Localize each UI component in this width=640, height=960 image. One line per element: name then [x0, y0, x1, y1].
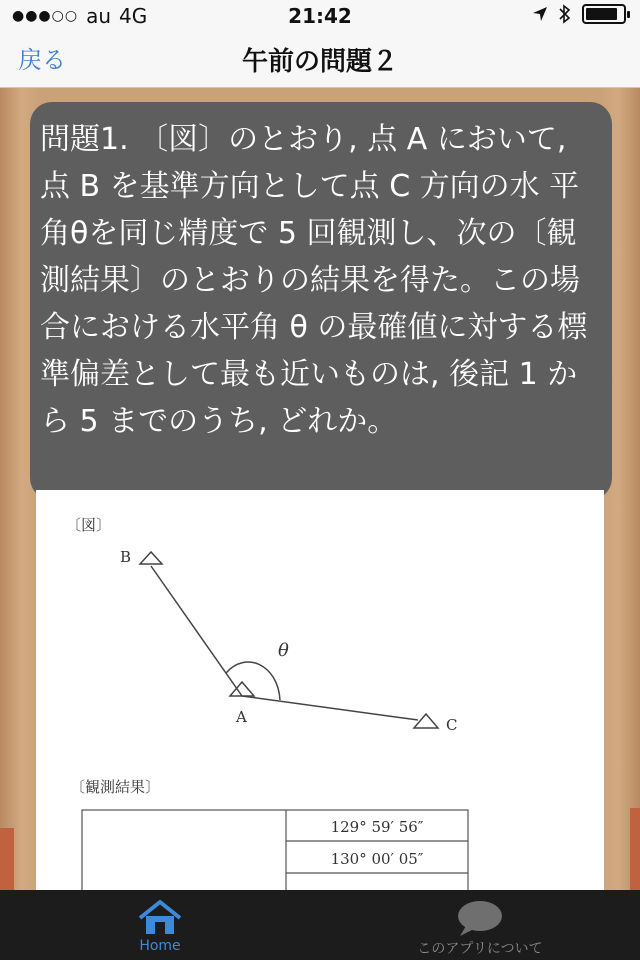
point-b-marker [140, 552, 162, 564]
home-icon [0, 898, 320, 936]
battery-level [586, 8, 617, 20]
point-c-marker [414, 714, 438, 728]
label-point-c: C [446, 716, 458, 734]
page-title: 午前の問題２ [241, 47, 398, 77]
label-angle-theta: θ [278, 640, 289, 661]
question-card [30, 102, 612, 500]
result-row-2: 130° 00′ 05″ [330, 850, 424, 868]
tab-about[interactable] [320, 890, 640, 960]
network-type: 4G [119, 4, 148, 28]
tab-about-label: このアプリについて [417, 941, 543, 957]
results-caption: 〔観測結果〕 [70, 778, 161, 796]
line-a-to-c [242, 696, 418, 720]
label-point-a: A [236, 708, 247, 726]
question-figure [36, 490, 604, 890]
label-point-b: B [120, 548, 132, 566]
tab-home-label: Home [139, 938, 181, 954]
tab-home[interactable] [0, 890, 320, 960]
signal-strength-icon: ●●●○○ [12, 8, 79, 24]
decorative-strip-left [0, 828, 14, 890]
navigation-bar [0, 30, 640, 88]
status-bar [0, 0, 640, 30]
content-area[interactable] [0, 88, 640, 890]
chat-bubble-icon [320, 898, 640, 936]
back-button[interactable]: 戻る [18, 46, 66, 74]
location-arrow-icon [532, 6, 548, 22]
figure-diagram [36, 490, 604, 890]
status-time: 21:42 [288, 4, 352, 28]
battery-icon [582, 4, 626, 24]
line-a-to-b [151, 566, 242, 696]
figure-caption: 〔図〕 [66, 516, 112, 534]
carrier-name: au [86, 4, 112, 28]
bluetooth-icon [558, 4, 572, 24]
result-row-1: 129° 59′ 56″ [330, 818, 424, 836]
tab-bar [0, 890, 640, 960]
status-right [532, 4, 626, 24]
decorative-strip-right [630, 808, 640, 890]
question-text: 問題1. 〔図〕のとおり, 点 A において, 点 B を基準方向として点 C 方向の水 平角θを同じ精度で 5 回観測し、次の〔観測結果〕のとおりの結果を得た。この場 合における水平角 θ の最確値に対する標準偏差として最も近いものは, 後記 1 か ら 5 までのうち, どれか。 [40, 122, 588, 439]
